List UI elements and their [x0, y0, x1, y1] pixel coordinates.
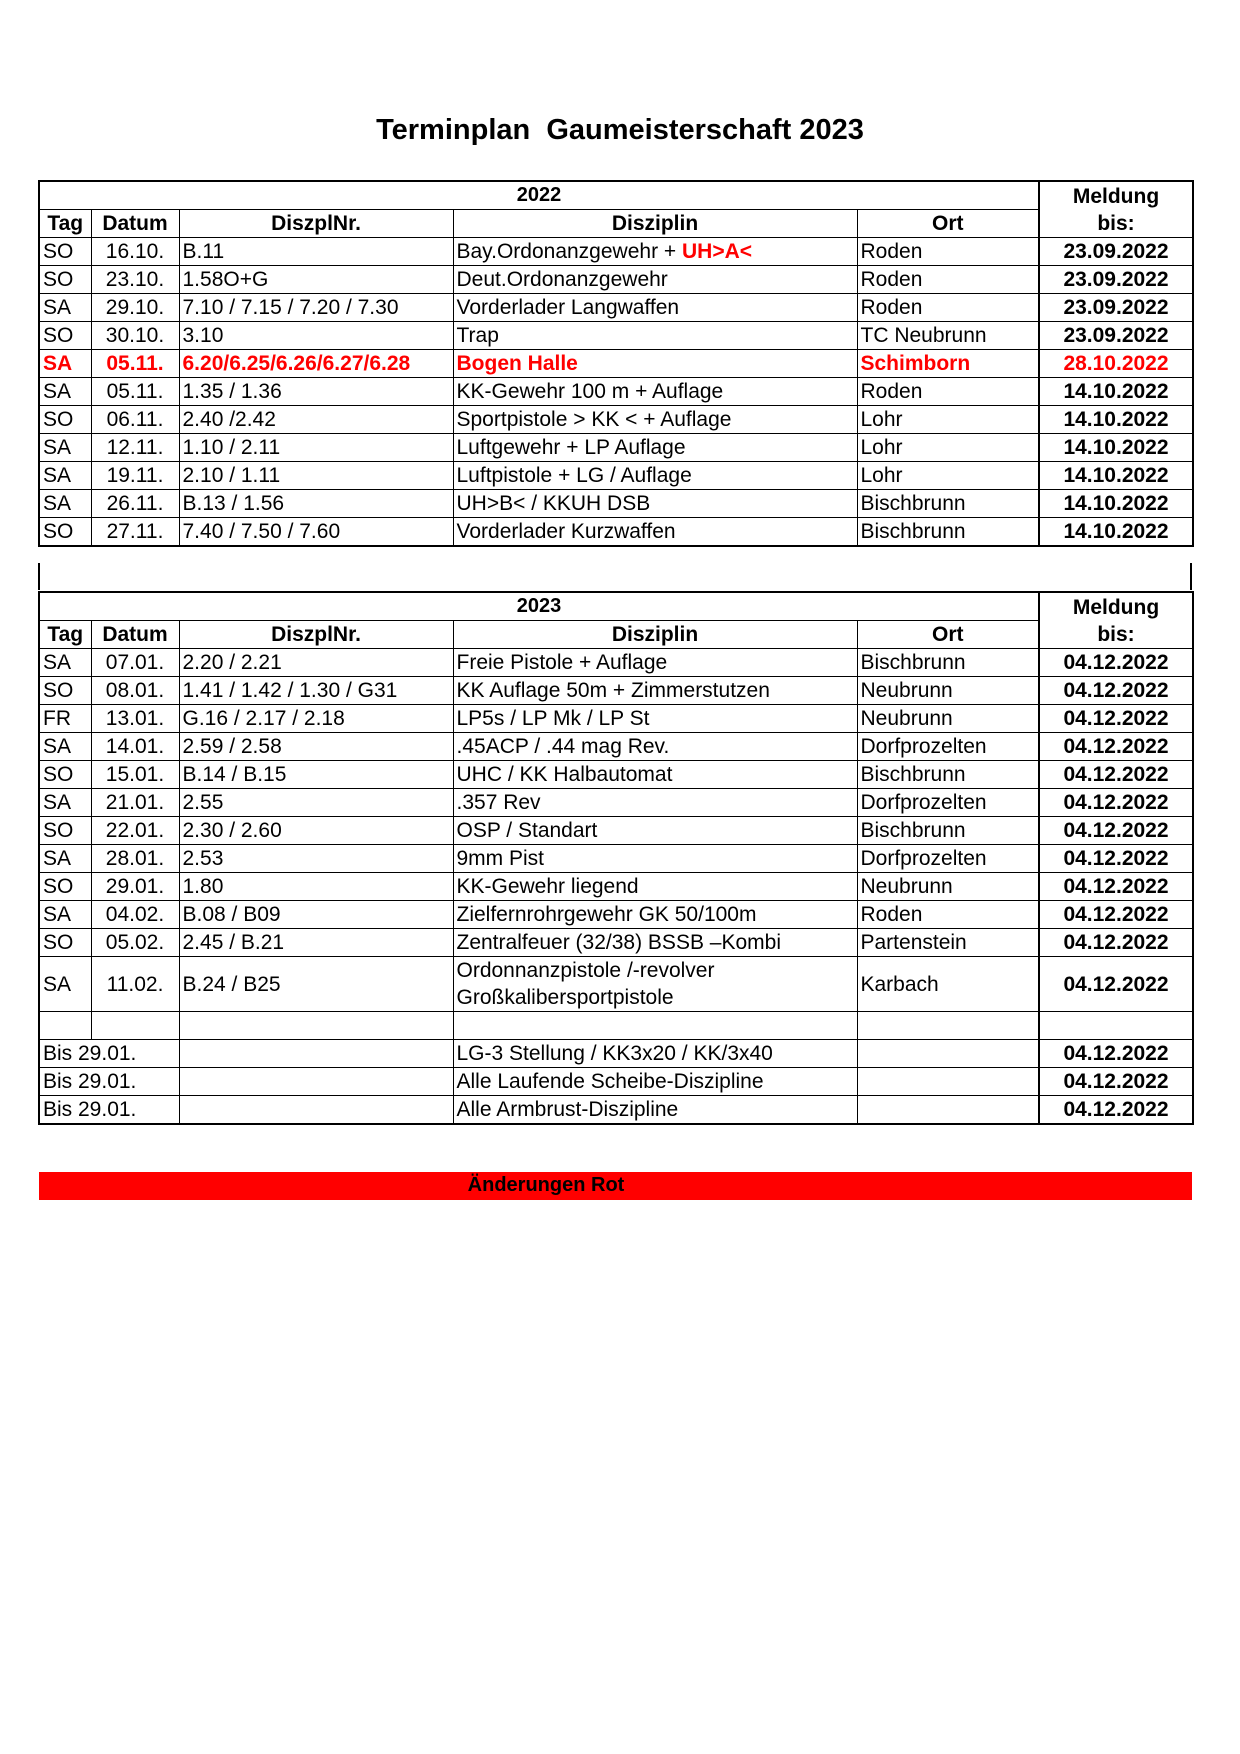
cell-meldung: 14.10.2022: [1039, 378, 1193, 406]
disziplin-text: 9mm Pist: [456, 847, 545, 870]
table-spacer: [38, 563, 1192, 590]
year-header-row: [39, 592, 1193, 621]
cell-nr: 1.80: [179, 873, 453, 901]
cell-nr: 7.40 / 7.50 / 7.60: [179, 518, 453, 547]
cell-tag: SO: [39, 761, 91, 789]
cell-disziplin: [453, 761, 857, 789]
cell-ort: [857, 1068, 1039, 1096]
cell-disziplin: [453, 649, 857, 677]
table-row: [39, 1096, 1193, 1125]
cell-nr: 2.53: [179, 845, 453, 873]
col-header-ort: Ort: [857, 621, 1039, 649]
cell-nr: 2.55: [179, 789, 453, 817]
disziplin-text: .45ACP / .44 mag Rev.: [456, 735, 670, 758]
cell-ort: Bischbrunn: [857, 518, 1039, 547]
year-label: 2022: [39, 181, 1039, 210]
cell-tag: SO: [39, 817, 91, 845]
cell-datum: 06.11.: [91, 406, 179, 434]
cell-disziplin: [453, 901, 857, 929]
cell-datum: 05.11.: [91, 350, 179, 378]
table-row: [39, 294, 1193, 322]
cell-nr: 2.10 / 1.11: [179, 462, 453, 490]
cell-nr: B.14 / B.15: [179, 761, 453, 789]
cell-datum: 13.01.: [91, 705, 179, 733]
cell-meldung: 04.12.2022: [1039, 761, 1193, 789]
cell-nr: 1.10 / 2.11: [179, 434, 453, 462]
disziplin-text: Luftgewehr + LP Auflage: [456, 436, 686, 459]
disziplin-text: Vorderlader Langwaffen: [456, 296, 680, 319]
cell-nr: 2.20 / 2.21: [179, 649, 453, 677]
cell-nr: B.13 / 1.56: [179, 490, 453, 518]
cell-datum: 19.11.: [91, 462, 179, 490]
disziplin-text: Sportpistole > KK < + Auflage: [456, 408, 732, 431]
cell-tag: SA: [39, 789, 91, 817]
cell-nr: B.24 / B25: [179, 957, 453, 1012]
cell-tag: SO: [39, 929, 91, 957]
year-header-row: [39, 181, 1193, 210]
meldung-header-line2: bis:: [1097, 622, 1135, 646]
changes-legend-label: Änderungen Rot: [467, 1174, 625, 1196]
table-row: [39, 1068, 1193, 1096]
table-row: [39, 350, 1193, 378]
col-header-tag: Tag: [39, 621, 91, 649]
cell-disziplin: [453, 677, 857, 705]
cell-meldung: 04.12.2022: [1039, 873, 1193, 901]
cell-tag: SA: [39, 434, 91, 462]
cell-disziplin: [453, 929, 857, 957]
disziplin-text: Freie Pistole + Auflage: [456, 651, 668, 674]
cell-datum: 29.10.: [91, 294, 179, 322]
cell-disziplin: [453, 490, 857, 518]
column-header-row: [39, 210, 1193, 238]
cell-datum: 16.10.: [91, 238, 179, 266]
cell-nr: [179, 1068, 453, 1096]
table-row: [39, 901, 1193, 929]
cell-datum: [91, 1012, 179, 1040]
cell-ort: Bischbrunn: [857, 649, 1039, 677]
cell-datum: 27.11.: [91, 518, 179, 547]
meldung-header-line1: Meldung: [1072, 595, 1160, 619]
cell-ort: Roden: [857, 266, 1039, 294]
disziplin-text: Zentralfeuer (32/38) BSSB –Kombi: [456, 931, 781, 954]
disziplin-text: Bay.Ordonanzgewehr +: [456, 240, 682, 263]
changes-legend: [39, 1172, 1192, 1200]
cell-nr: [179, 1012, 453, 1040]
meldung-header: [1039, 181, 1193, 238]
cell-ort: Lohr: [857, 406, 1039, 434]
cell-nr: 2.45 / B.21: [179, 929, 453, 957]
table-row: [39, 238, 1193, 266]
cell-meldung: 04.12.2022: [1039, 1068, 1193, 1096]
disziplin-text: KK Auflage 50m + Zimmerstutzen: [456, 679, 770, 702]
meldung-header-line1: Meldung: [1072, 184, 1160, 208]
cell-disziplin: Alle Armbrust-Diszipline: [453, 1096, 857, 1125]
cell-nr: B.11: [179, 238, 453, 266]
disziplin-text: Trap: [456, 324, 499, 347]
cell-disziplin: [453, 845, 857, 873]
cell-ort: Roden: [857, 378, 1039, 406]
cell-datum: 08.01.: [91, 677, 179, 705]
cell-meldung: 04.12.2022: [1039, 929, 1193, 957]
cell-meldung: 23.09.2022: [1039, 238, 1193, 266]
cell-disziplin: [453, 294, 857, 322]
cell-disziplin: Alle Laufende Scheibe-Diszipline: [453, 1068, 857, 1096]
cell-meldung: 04.12.2022: [1039, 817, 1193, 845]
cell-ort: Roden: [857, 238, 1039, 266]
cell-nr: G.16 / 2.17 / 2.18: [179, 705, 453, 733]
cell-datum: 15.01.: [91, 761, 179, 789]
cell-datum: 05.02.: [91, 929, 179, 957]
cell-meldung: 04.12.2022: [1039, 733, 1193, 761]
cell-ort: Bischbrunn: [857, 761, 1039, 789]
table-row: [39, 705, 1193, 733]
meldung-header-line2: bis:: [1097, 211, 1135, 235]
cell-tag: SA: [39, 350, 91, 378]
cell-datum: 21.01.: [91, 789, 179, 817]
cell-ort: [857, 1040, 1039, 1068]
cell-ort: Dorfprozelten: [857, 789, 1039, 817]
table-row: [39, 1040, 1193, 1068]
cell-disziplin: [453, 873, 857, 901]
cell-meldung: 04.12.2022: [1039, 1096, 1193, 1125]
cell-ort: Karbach: [857, 957, 1039, 1012]
cell-datum: 14.01.: [91, 733, 179, 761]
cell-ort: Roden: [857, 294, 1039, 322]
cell-meldung: 04.12.2022: [1039, 957, 1193, 1012]
cell-datum: 07.01.: [91, 649, 179, 677]
table-row: [39, 817, 1193, 845]
cell-meldung: 14.10.2022: [1039, 434, 1193, 462]
cell-meldung: 04.12.2022: [1039, 677, 1193, 705]
page-title: Terminplan Gaumeisterschaft 2023: [376, 114, 864, 146]
cell-disziplin: LG-3 Stellung / KK3x20 / KK/3x40: [453, 1040, 857, 1068]
table-row: [39, 434, 1193, 462]
meldung-header: [1039, 592, 1193, 649]
cell-nr: [179, 1040, 453, 1068]
col-header-datum: Datum: [91, 210, 179, 238]
cell-meldung: 04.12.2022: [1039, 705, 1193, 733]
disziplin-text: OSP / Standart: [456, 819, 598, 842]
table-row: [39, 789, 1193, 817]
cell-tag: SO: [39, 873, 91, 901]
cell-meldung: 23.09.2022: [1039, 322, 1193, 350]
cell-nr: 3.10: [179, 322, 453, 350]
cell-tag: SO: [39, 322, 91, 350]
cell-datum: 22.01.: [91, 817, 179, 845]
cell-disziplin: [453, 266, 857, 294]
cell-ort: Neubrunn: [857, 705, 1039, 733]
cell-datum: 29.01.: [91, 873, 179, 901]
disziplin-text: Luftpistole + LG / Auflage: [456, 464, 692, 487]
cell-disziplin: [453, 378, 857, 406]
cell-tag: FR: [39, 705, 91, 733]
col-header-nr: DiszplNr.: [179, 210, 453, 238]
year-label: 2023: [39, 592, 1039, 621]
table-row: [39, 406, 1193, 434]
table-row: [39, 322, 1193, 350]
col-header-ort: Ort: [857, 210, 1039, 238]
cell-tag: Bis 29.01.: [39, 1068, 179, 1096]
disziplin-text: Bogen Halle: [456, 352, 578, 375]
disziplin-line1: Ordonnanzpistole /-revolver: [456, 959, 715, 982]
cell-disziplin: [453, 322, 857, 350]
schedule-table-2023: [38, 591, 1194, 1125]
cell-tag: SA: [39, 901, 91, 929]
cell-disziplin: [453, 238, 857, 266]
cell-disziplin: [453, 462, 857, 490]
cell-tag: Bis 29.01.: [39, 1096, 179, 1125]
cell-nr: 2.30 / 2.60: [179, 817, 453, 845]
cell-meldung: 14.10.2022: [1039, 518, 1193, 547]
cell-tag: SO: [39, 677, 91, 705]
table-row: [39, 490, 1193, 518]
cell-tag: SA: [39, 649, 91, 677]
col-header-disziplin: Disziplin: [453, 621, 857, 649]
cell-disziplin: [453, 406, 857, 434]
col-header-tag: Tag: [39, 210, 91, 238]
cell-meldung: 14.10.2022: [1039, 462, 1193, 490]
cell-tag: Bis 29.01.: [39, 1040, 179, 1068]
cell-disziplin: [453, 350, 857, 378]
disziplin-text: .357 Rev: [456, 791, 541, 814]
table-row: [39, 957, 1193, 1012]
disziplin-text: UH>B< / KKUH DSB: [456, 492, 651, 515]
cell-ort: [857, 1096, 1039, 1125]
cell-tag: SA: [39, 957, 91, 1012]
disziplin-text: LP5s / LP Mk / LP St: [456, 707, 650, 730]
cell-tag: SA: [39, 490, 91, 518]
col-header-datum: Datum: [91, 621, 179, 649]
disziplin-line2: Großkalibersportpistole: [456, 986, 674, 1009]
cell-disziplin: [453, 705, 857, 733]
cell-ort: Dorfprozelten: [857, 733, 1039, 761]
cell-nr: 7.10 / 7.15 / 7.20 / 7.30: [179, 294, 453, 322]
table-row: [39, 929, 1193, 957]
table-row: [39, 845, 1193, 873]
cell-ort: Bischbrunn: [857, 817, 1039, 845]
cell-meldung: 04.12.2022: [1039, 1040, 1193, 1068]
cell-tag: SA: [39, 462, 91, 490]
cell-tag: SA: [39, 294, 91, 322]
cell-nr: 6.20/6.25/6.26/6.27/6.28: [179, 350, 453, 378]
cell-ort: Roden: [857, 901, 1039, 929]
cell-ort: TC Neubrunn: [857, 322, 1039, 350]
cell-disziplin: [453, 733, 857, 761]
cell-tag: SO: [39, 406, 91, 434]
cell-datum: 23.10.: [91, 266, 179, 294]
cell-nr: B.08 / B09: [179, 901, 453, 929]
cell-ort: Neubrunn: [857, 677, 1039, 705]
cell-disziplin: [453, 518, 857, 547]
disziplin-text: KK-Gewehr liegend: [456, 875, 639, 898]
cell-meldung: 04.12.2022: [1039, 649, 1193, 677]
cell-nr: 1.58O+G: [179, 266, 453, 294]
cell-tag: SO: [39, 238, 91, 266]
cell-ort: Bischbrunn: [857, 490, 1039, 518]
cell-tag: SO: [39, 266, 91, 294]
cell-meldung: [1039, 1012, 1193, 1040]
cell-ort: Neubrunn: [857, 873, 1039, 901]
cell-datum: 12.11.: [91, 434, 179, 462]
cell-ort: Schimborn: [857, 350, 1039, 378]
cell-tag: SA: [39, 845, 91, 873]
cell-meldung: 04.12.2022: [1039, 845, 1193, 873]
cell-datum: 04.02.: [91, 901, 179, 929]
cell-disziplin: [453, 957, 857, 1012]
cell-meldung: 23.09.2022: [1039, 266, 1193, 294]
cell-tag: SA: [39, 378, 91, 406]
cell-meldung: 28.10.2022: [1039, 350, 1193, 378]
disziplin-text: Deut.Ordonanzgewehr: [456, 268, 668, 291]
cell-disziplin: [453, 789, 857, 817]
cell-disziplin: [453, 434, 857, 462]
cell-nr: 2.40 /2.42: [179, 406, 453, 434]
cell-nr: [179, 1096, 453, 1125]
cell-tag: SO: [39, 518, 91, 547]
cell-nr: 2.59 / 2.58: [179, 733, 453, 761]
empty-row: [39, 1012, 1193, 1040]
cell-tag: SA: [39, 733, 91, 761]
table-row: [39, 518, 1193, 547]
table-row: [39, 378, 1193, 406]
disziplin-text: UHC / KK Halbautomat: [456, 763, 673, 786]
cell-ort: Lohr: [857, 434, 1039, 462]
table-row: [39, 462, 1193, 490]
cell-meldung: 23.09.2022: [1039, 294, 1193, 322]
cell-datum: 28.01.: [91, 845, 179, 873]
cell-disziplin: [453, 1012, 857, 1040]
disziplin-text: Zielfernrohrgewehr GK 50/100m: [456, 903, 757, 926]
cell-datum: 30.10.: [91, 322, 179, 350]
cell-datum: 11.02.: [91, 957, 179, 1012]
cell-datum: 05.11.: [91, 378, 179, 406]
col-header-disziplin: Disziplin: [453, 210, 857, 238]
cell-meldung: 14.10.2022: [1039, 490, 1193, 518]
cell-ort: Lohr: [857, 462, 1039, 490]
table-row: [39, 761, 1193, 789]
cell-meldung: 04.12.2022: [1039, 789, 1193, 817]
col-header-nr: DiszplNr.: [179, 621, 453, 649]
schedule-table-2022: [38, 180, 1194, 547]
table-row: [39, 649, 1193, 677]
table-row: [39, 266, 1193, 294]
disziplin-text: KK-Gewehr 100 m + Auflage: [456, 380, 724, 403]
column-header-row: [39, 621, 1193, 649]
cell-meldung: 14.10.2022: [1039, 406, 1193, 434]
cell-disziplin: [453, 817, 857, 845]
cell-tag: [39, 1012, 91, 1040]
disziplin-change-marker: UH>A<: [682, 240, 753, 263]
cell-ort: Dorfprozelten: [857, 845, 1039, 873]
cell-ort: Partenstein: [857, 929, 1039, 957]
cell-ort: [857, 1012, 1039, 1040]
table-row: [39, 873, 1193, 901]
cell-datum: 26.11.: [91, 490, 179, 518]
cell-nr: 1.41 / 1.42 / 1.30 / G31: [179, 677, 453, 705]
disziplin-text: Vorderlader Kurzwaffen: [456, 520, 676, 543]
cell-meldung: 04.12.2022: [1039, 901, 1193, 929]
cell-nr: 1.35 / 1.36: [179, 378, 453, 406]
table-row: [39, 733, 1193, 761]
table-row: [39, 677, 1193, 705]
